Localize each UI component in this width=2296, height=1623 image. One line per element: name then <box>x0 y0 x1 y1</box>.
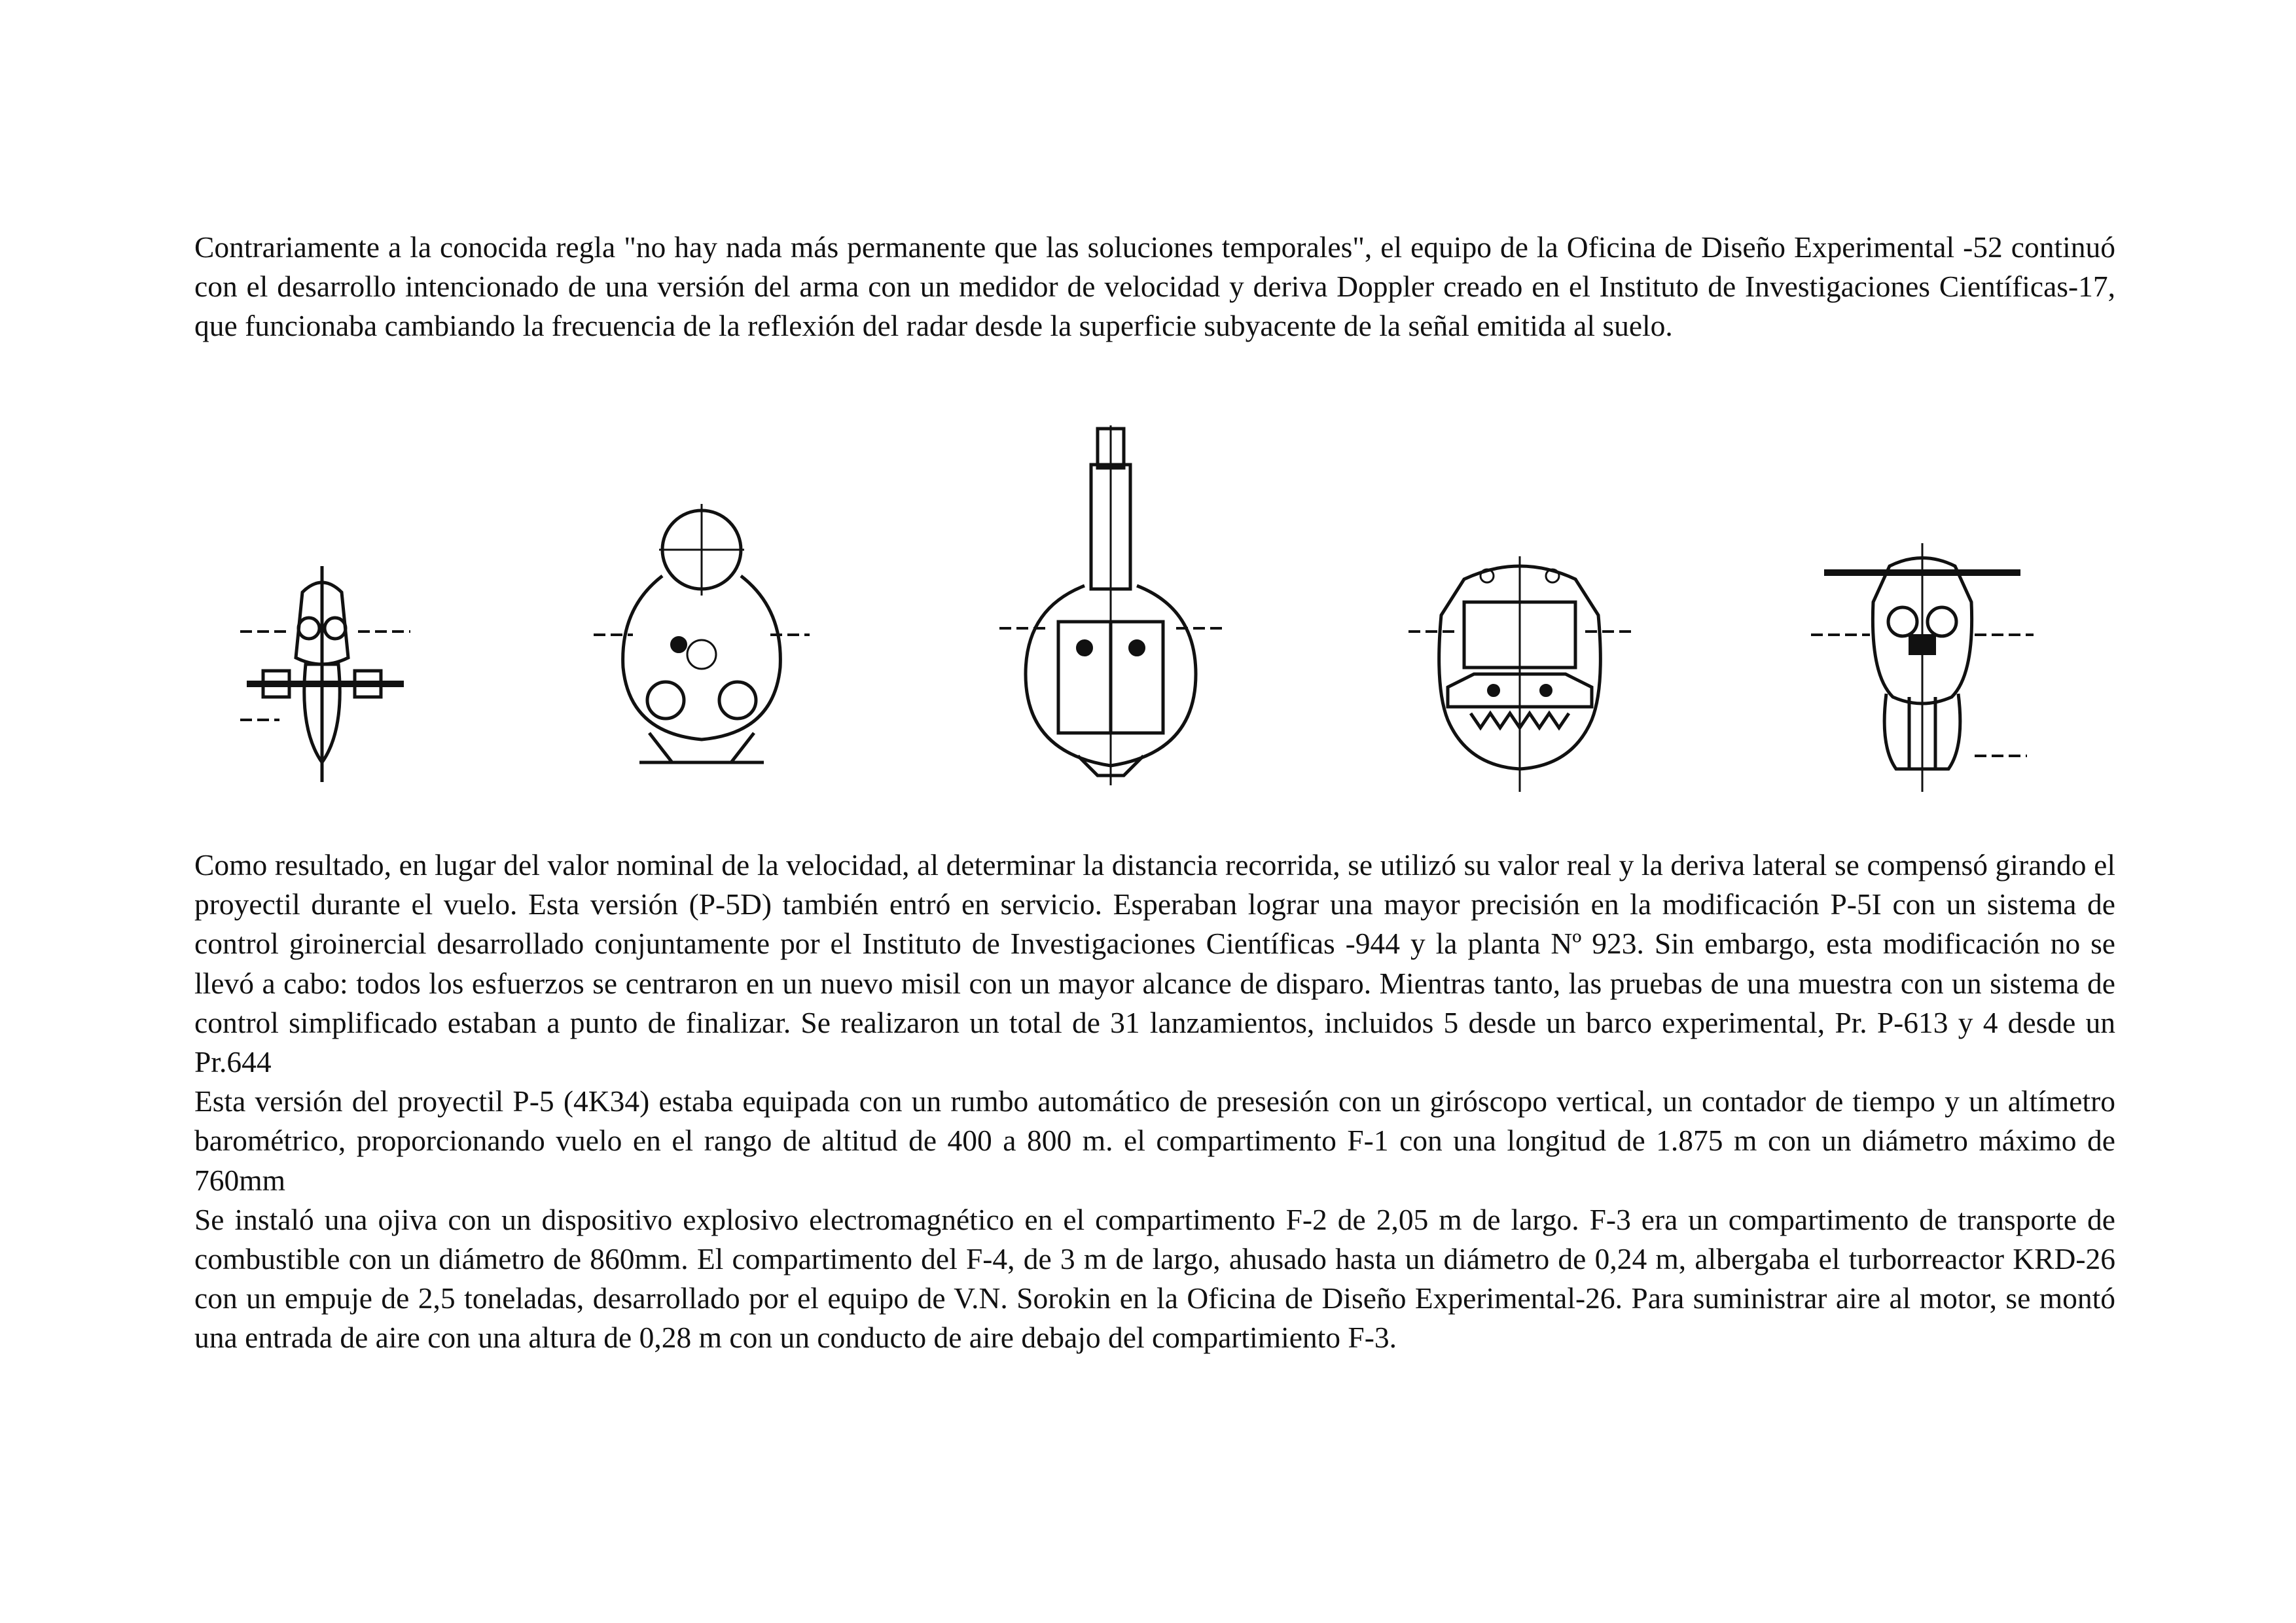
paragraph-results <box>194 846 2115 1358</box>
paragraph-p5-version: Esta versión del proyectil P-5 (4K34) estaba equipada con un rumbo automático de presesión con un giróscopo vertical, un contador de tiempo y un altímetro barométrico, proporcionando vuelo en el rango de altitud de 400 a 800 m. el compartimento F-1 con una longitud de 1.875 m con un diámetro máximo de 760mm <box>194 1084 2115 1197</box>
paragraph-warhead: Se instaló una ojiva con un dispositivo explosivo electromagnético en el compartimento F-2 de 2,05 m de largo. F-3 era un compartimento de transporte de combustible con un diámetro de 860mm. El compartimento del F-4, de 3 m de largo, ahusado hasta un diámetro de 0,24 m, albergaba el turborreactor KRD-26 con un empuje de 2,5 toneladas, desarrollado por el equipo de V.N. Sorokin en la Oficina de Diseño Experimental-26. Para suministrar aire al motor, se montó una entrada de aire con una altura de 0,28 m con un conducto de aire debajo del compartimiento F-3. <box>194 1202 2115 1355</box>
cross-section-drawing-5 <box>1811 543 2034 792</box>
paragraph-doppler: Contrariamente a la conocida regla "no hay nada más permanente que las soluciones temporales", el equipo de la Oficina de Diseño Experimental -52 continuó con el desarrollo intencionado de una versión del arma con un medidor de velocidad y deriva Doppler creado en el Instituto de Investigaciones Científicas-17, que funcionaba cambiando la frecuencia de la reflexión del radar desde la superficie subyacente de la señal emitida al suelo. <box>194 230 2115 343</box>
cross-section-drawing-2 <box>594 504 810 785</box>
paragraph-results-text: Como resultado, en lugar del valor nominal de la velocidad, al determinar la distancia recorrida, se utilizó su valor real y la deriva lateral se compensó girando el proyectil durante el vuelo. Esta versión (P-5D) también entró en servicio. Esperaban lograr una mayor precisión en la modificación P-5I con un sistema de control giroinercial desarrollado conjuntamente por el Instituto de Investigaciones Científicas -944 y la planta Nº 923. Sin embargo, esta modificación no se llevó a cabo: todos los esfuerzos se centraron en un nuevo misil con un mayor alcance de disparo. Mientras tanto, las pruebas de una muestra con un sistema de control simplificado estaban a punto de finalizar. Se realizaron un total de 31 lanzamientos, incluidos 5 desde un barco experimental, Pr. P-613 y 4 desde un Pr.644 <box>194 848 2115 1079</box>
cross-section-drawing-3 <box>999 425 1222 785</box>
cross-section-drawing-1 <box>240 566 410 782</box>
submarine-cross-sections-figure <box>194 425 2115 792</box>
cross-section-drawing-4 <box>1408 556 1631 792</box>
